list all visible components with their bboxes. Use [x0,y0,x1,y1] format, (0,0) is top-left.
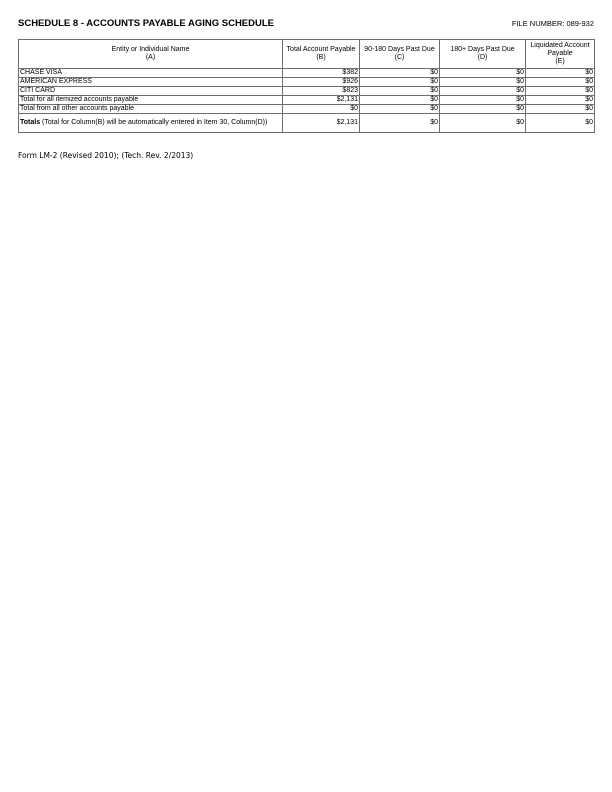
totals-note: (Total for Column(B) will be automatically entered in Item 30, Column(D)) [40,119,268,126]
column-header-180-plus-days [440,40,526,69]
past-due-180-plus-cell: $0 [440,96,526,105]
column-header-label: 90-180 Days Past Due [364,46,435,53]
totals-row [19,114,595,133]
table-row [19,105,595,114]
past-due-90-180-cell: $0 [360,87,440,96]
totals-past-due-90-180-cell: $0 [360,114,440,133]
total-payable-cell: $0 [283,105,360,114]
past-due-90-180-cell: $0 [360,105,440,114]
column-header-code: (B) [316,54,326,61]
totals-total-payable-cell: $2,131 [283,114,360,133]
past-due-180-plus-cell: $0 [440,105,526,114]
entity-name-cell: CHASE VISA [19,69,283,78]
column-header-code: (E) [555,58,565,65]
past-due-180-plus-cell: $0 [440,69,526,78]
entity-name-cell: CITI CARD [19,87,283,96]
accounts-payable-aging-table [18,39,595,133]
table-header-row [19,40,595,69]
form-footer: Form LM-2 (Revised 2010); (Tech. Rev. 2/2013) [18,151,194,160]
table-row [19,87,595,96]
schedule-title: SCHEDULE 8 - ACCOUNTS PAYABLE AGING SCHEDULE [18,18,275,29]
liquidated-payable-cell: $0 [526,69,595,78]
totals-label: Totals [20,119,41,126]
liquidated-payable-cell: $0 [526,105,595,114]
column-header-total-account-payable [283,40,360,69]
total-payable-cell: $2,131 [283,96,360,105]
column-header-label: 180+ Days Past Due [450,46,515,53]
column-header-90-180-days [360,40,440,69]
page-header [18,18,594,32]
entity-name-cell: Total from all other accounts payable [19,105,283,114]
table-row [19,96,595,105]
table-row [19,69,595,78]
liquidated-payable-cell: $0 [526,87,595,96]
past-due-90-180-cell: $0 [360,96,440,105]
entity-name-cell: Total for all itemized accounts payable [19,96,283,105]
totals-past-due-180-plus-cell: $0 [440,114,526,133]
column-header-liquidated [526,40,595,69]
totals-label-cell [19,114,283,133]
total-payable-cell: $823 [283,87,360,96]
table-row [19,78,595,87]
file-number: FILE NUMBER: 089-932 [511,19,594,28]
total-payable-cell: $926 [283,78,360,87]
totals-liquidated-payable-cell: $0 [526,114,595,133]
column-header-entity-name [19,40,283,69]
column-header-code: (A) [145,54,156,61]
past-due-90-180-cell: $0 [360,78,440,87]
column-header-label: Entity or Individual Name [111,46,190,53]
past-due-180-plus-cell: $0 [440,78,526,87]
entity-name-cell: AMERICAN EXPRESS [19,78,283,87]
column-header-code: (D) [477,54,488,61]
past-due-180-plus-cell: $0 [440,87,526,96]
liquidated-payable-cell: $0 [526,78,595,87]
column-header-label: Liquidated Account Payable [530,42,590,57]
past-due-90-180-cell: $0 [360,69,440,78]
column-header-code: (C) [394,54,405,61]
total-payable-cell: $382 [283,69,360,78]
liquidated-payable-cell: $0 [526,96,595,105]
column-header-label: Total Account Payable [286,46,356,53]
